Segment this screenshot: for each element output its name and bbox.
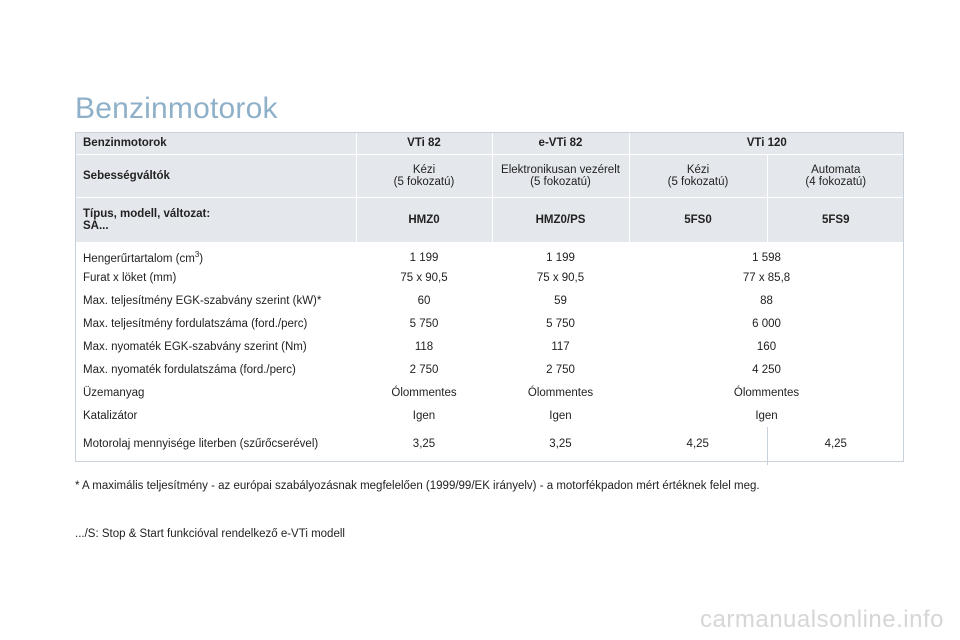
type-value: 5FS0 xyxy=(629,198,767,243)
table-row xyxy=(75,289,904,312)
header-vti120: VTi 120 xyxy=(629,132,904,155)
row-value: Ólommentes xyxy=(356,381,492,404)
row-value: 60 xyxy=(356,289,492,312)
row-value: 1 598 xyxy=(629,243,904,267)
page-title: Benzinmotorok xyxy=(75,92,278,125)
row-value: 2 750 xyxy=(492,358,629,381)
gearbox-cell xyxy=(492,155,629,198)
gearbox-gears: (5 fokozatú) xyxy=(393,176,455,188)
row-value: 75 x 90,5 xyxy=(356,266,492,289)
row-label xyxy=(75,243,356,267)
row-value: 160 xyxy=(629,335,904,358)
table-row xyxy=(75,404,904,427)
type-value: 5FS9 xyxy=(767,198,904,243)
row-value: Ólommentes xyxy=(492,381,629,404)
type-value: HMZ0 xyxy=(356,198,492,243)
gearbox-cell xyxy=(629,155,767,198)
table-row xyxy=(75,335,904,358)
row-value: 88 xyxy=(629,289,904,312)
gearbox-type: Elektronikusan vezérelt xyxy=(501,164,620,176)
row-value: 1 199 xyxy=(492,243,629,267)
row-label: Max. nyomaték EGK-szabvány szerint (Nm) xyxy=(75,335,356,358)
type-label xyxy=(75,198,356,243)
row-value: 77 x 85,8 xyxy=(629,266,904,289)
table-row xyxy=(75,266,904,289)
row-label: Max. nyomaték fordulatszáma (ford./perc) xyxy=(75,358,356,381)
oil-row xyxy=(75,427,904,465)
gearbox-gears: (5 fokozatú) xyxy=(530,176,591,188)
row-value: 5 750 xyxy=(356,312,492,335)
row-value: Ólommentes xyxy=(629,381,904,404)
row-value: 2 750 xyxy=(356,358,492,381)
row-label: Furat x löket (mm) xyxy=(75,266,356,289)
header-vti82: VTi 82 xyxy=(356,132,492,155)
gearbox-type: Kézi xyxy=(686,164,710,176)
footnote: * A maximális teljesítmény - az európai szabályozásnak megfelelően (1999/99/EK irányelv) - a motorfékpadon mért értéknek felel meg. xyxy=(75,480,760,492)
oil-value: 4,25 xyxy=(629,427,767,465)
row-value: Igen xyxy=(356,404,492,427)
row-label-text: Hengerűrtartalom (cm xyxy=(83,252,195,265)
table-row xyxy=(75,381,904,404)
row-label: Max. teljesítmény fordulatszáma (ford./perc) xyxy=(75,312,356,335)
header-evti82: e-VTi 82 xyxy=(492,132,629,155)
gearbox-cell xyxy=(356,155,492,198)
row-value: 1 199 xyxy=(356,243,492,267)
oil-label: Motorolaj mennyisége literben (szűrőcserével) xyxy=(75,427,356,465)
oil-value: 3,25 xyxy=(356,427,492,465)
table-row xyxy=(75,312,904,335)
row-value: Igen xyxy=(492,404,629,427)
gearbox-type: Kézi xyxy=(412,164,436,176)
gearbox-label: Sebességváltók xyxy=(75,155,356,198)
row-label: Katalizátor xyxy=(75,404,356,427)
row-value: Igen xyxy=(629,404,904,427)
type-label-line1: Típus, modell, változat: xyxy=(83,208,211,220)
type-value: HMZ0/PS xyxy=(492,198,629,243)
row-label-end: ) xyxy=(199,252,204,265)
gearbox-row xyxy=(75,155,904,198)
row-value: 4 250 xyxy=(629,358,904,381)
gearbox-gears: (5 fokozatú) xyxy=(667,176,729,188)
row-label: Max. teljesítmény EGK-szabvány szerint (kW)* xyxy=(75,289,356,312)
row-value: 75 x 90,5 xyxy=(492,266,629,289)
table-row xyxy=(75,243,904,267)
gearbox-gears: (4 fokozatú) xyxy=(805,176,867,188)
stop-start-note: .../S: Stop & Start funkcióval rendelkező e-VTi modell xyxy=(75,528,345,540)
gearbox-cell xyxy=(767,155,904,198)
gearbox-type: Automata xyxy=(811,164,861,176)
table-row xyxy=(75,358,904,381)
row-label-superscript: 3 xyxy=(194,250,200,260)
watermark: carmanualsonline.info xyxy=(700,606,944,633)
row-value: 118 xyxy=(356,335,492,358)
oil-value: 3,25 xyxy=(492,427,629,465)
oil-value: 4,25 xyxy=(767,427,904,465)
engine-spec-table xyxy=(75,132,904,465)
type-row xyxy=(75,198,904,243)
header-label: Benzinmotorok xyxy=(75,132,356,155)
table-header-row xyxy=(75,132,904,155)
row-label: Üzemanyag xyxy=(75,381,356,404)
row-value: 59 xyxy=(492,289,629,312)
row-value: 5 750 xyxy=(492,312,629,335)
row-value: 117 xyxy=(492,335,629,358)
type-label-line2: SA... xyxy=(83,220,109,232)
row-value: 6 000 xyxy=(629,312,904,335)
